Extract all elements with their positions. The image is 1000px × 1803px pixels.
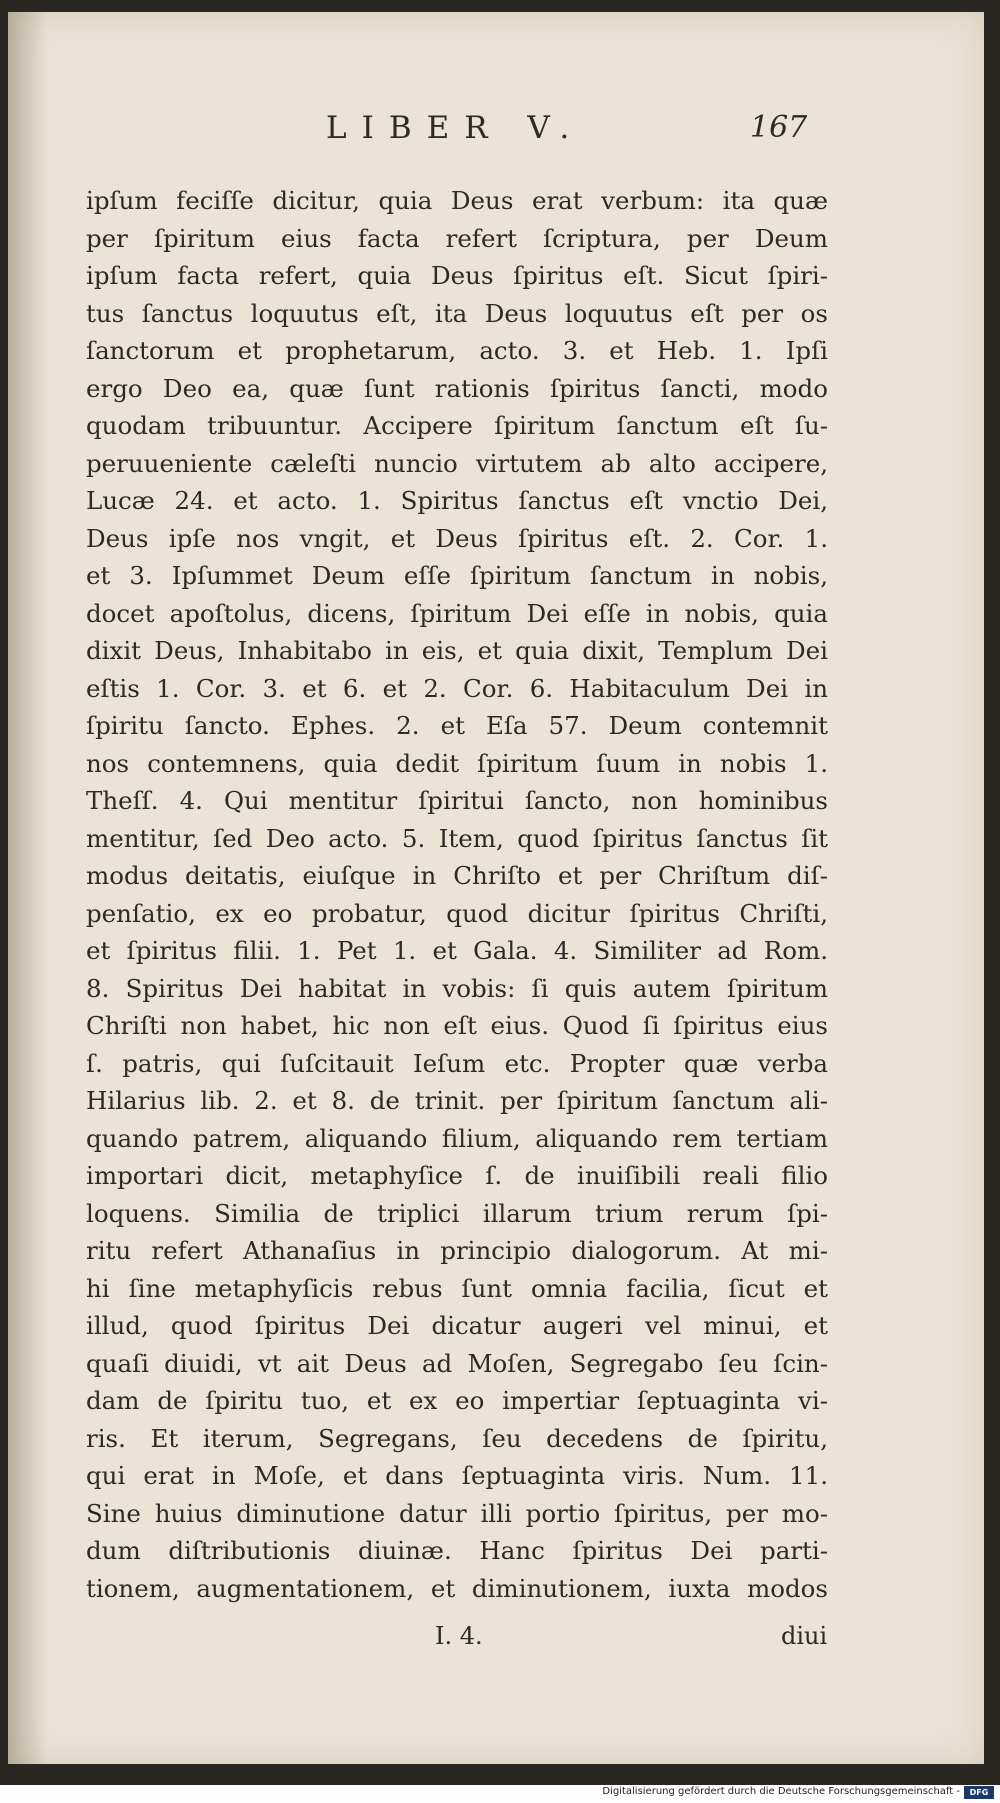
text-line: Lucæ 24. et acto. 1. Spiritus ſanctus eſt vnctio Dei, xyxy=(86,486,828,515)
text-line: et ſpiritus filii. 1. Pet 1. et Gala. 4. Similiter ad Rom. xyxy=(86,936,828,965)
text-line: ritu refert Athanaſius in principio dialogorum. At mi- xyxy=(86,1236,828,1265)
text-line: tionem, augmentationem, et diminutionem, iuxta modos xyxy=(86,1573,828,1603)
text-line: qui erat in Moſe, et dans ſeptuaginta viris. Num. 11. xyxy=(86,1461,828,1490)
text-line: per ſpiritum eius facta refert ſcriptura, per Deum xyxy=(86,223,828,253)
dfg-logo-icon: DFG xyxy=(964,1786,994,1799)
text-line: et 3. Ipſummet Deum eſſe ſpiritum ſanctum in nobis, xyxy=(86,561,828,590)
body-text xyxy=(86,182,828,1607)
text-line: dam de ſpiritu tuo, et ex eo impertiar ſeptuaginta vi- xyxy=(86,1386,828,1415)
text-line: ipſum facta refert, quia Deus ſpiritus eſt. Sicut ſpiri- xyxy=(86,261,828,290)
text-line: quaſi diuidi, vt ait Deus ad Moſen, Segregabo ſeu ſcin- xyxy=(86,1348,828,1378)
signature-mark: I. 4. xyxy=(435,1622,483,1650)
text-line: modus deitatis, eiuſque in Chriſto et per Chriſtum diſ- xyxy=(86,861,828,890)
text-line: Theſſ. 4. Qui mentitur ſpiritui ſancto, non hominibus xyxy=(86,786,828,815)
spine-shadow xyxy=(8,12,48,1764)
text-line: ſ. patris, qui ſuſcitauit Ieſum etc. Propter quæ verba xyxy=(86,1048,828,1078)
text-line: illud, quod ſpiritus Dei dicatur augeri vel minui, et xyxy=(86,1311,828,1340)
catchword: diui xyxy=(781,1622,828,1650)
text-line: Sine huius diminutione datur illi portio ſpiritus, per mo- xyxy=(86,1498,828,1528)
text-line: ſpiritu ſancto. Ephes. 2. et Eſa 57. Deum contemnit xyxy=(86,711,828,740)
text-line: ris. Et iterum, Segregans, ſeu decedens de ſpiritu, xyxy=(86,1423,828,1453)
page-header xyxy=(8,110,984,154)
text-line: dixit Deus, Inhabitabo in eis, et quia dixit, Templum Dei xyxy=(86,636,828,665)
text-line: penſatio, ex eo probatur, quod dicitur ſpiritus Chriſti, xyxy=(86,898,828,928)
text-line: ſanctorum et prophetarum, acto. 3. et Heb. 1. Ipſi xyxy=(86,336,828,365)
text-line: Chriſti non habet, hic non eſt eius. Quod ſi ſpiritus eius xyxy=(86,1011,828,1040)
text-line: tus ſanctus loquutus eſt, ita Deus loquutus eſt per os xyxy=(86,298,828,328)
book-page xyxy=(8,12,984,1764)
text-line: dum diſtributionis diuinæ. Hanc ſpiritus Dei parti- xyxy=(86,1536,828,1565)
text-line: docet apoſtolus, dicens, ſpiritum Dei eſſe in nobis, quia xyxy=(86,598,828,628)
text-line: nos contemnens, quia dedit ſpiritum ſuum in nobis 1. xyxy=(86,748,828,778)
text-line: Deus ipſe nos vngit, et Deus ſpiritus eſt. 2. Cor. 1. xyxy=(86,523,828,553)
text-line: ergo Deo ea, quæ ſunt rationis ſpiritus ſancti, modo xyxy=(86,373,828,403)
credit-bar xyxy=(0,1785,1000,1803)
text-line: ipſum feciſſe dicitur, quia Deus erat verbum: ita quæ xyxy=(86,186,828,215)
running-title: LIBER V. xyxy=(326,110,585,146)
text-line: hi ſine metaphyſicis rebus ſunt omnia facilia, ſicut et xyxy=(86,1273,828,1303)
text-line: Hilarius lib. 2. et 8. de trinit. per ſpiritum ſanctum ali- xyxy=(86,1086,828,1115)
text-line: loquens. Similia de triplici illarum trium rerum ſpi- xyxy=(86,1198,828,1228)
text-line: quodam tribuuntur. Accipere ſpiritum ſanctum eſt ſu- xyxy=(86,411,828,440)
text-line: importari dicit, metaphyſice ſ. de inuiſibili reali filio xyxy=(86,1161,828,1190)
page-footer xyxy=(8,1622,984,1662)
text-line: quando patrem, aliquando filium, aliquando rem tertiam xyxy=(86,1123,828,1153)
funding-credit: Digitalisierung gefördert durch die Deutsche Forschungsgemeinschaft - xyxy=(602,1786,960,1797)
page-number: 167 xyxy=(750,110,808,145)
text-line: mentitur, ſed Deo acto. 5. Item, quod ſpiritus ſanctus ſit xyxy=(86,823,828,853)
text-line: 8. Spiritus Dei habitat in vobis: ſi quis autem ſpiritum xyxy=(86,973,828,1003)
text-line: eſtis 1. Cor. 3. et 6. et 2. Cor. 6. Habitaculum Dei in xyxy=(86,673,828,703)
text-line: peruueniente cæleſti nuncio virtutem ab alto accipere, xyxy=(86,448,828,478)
